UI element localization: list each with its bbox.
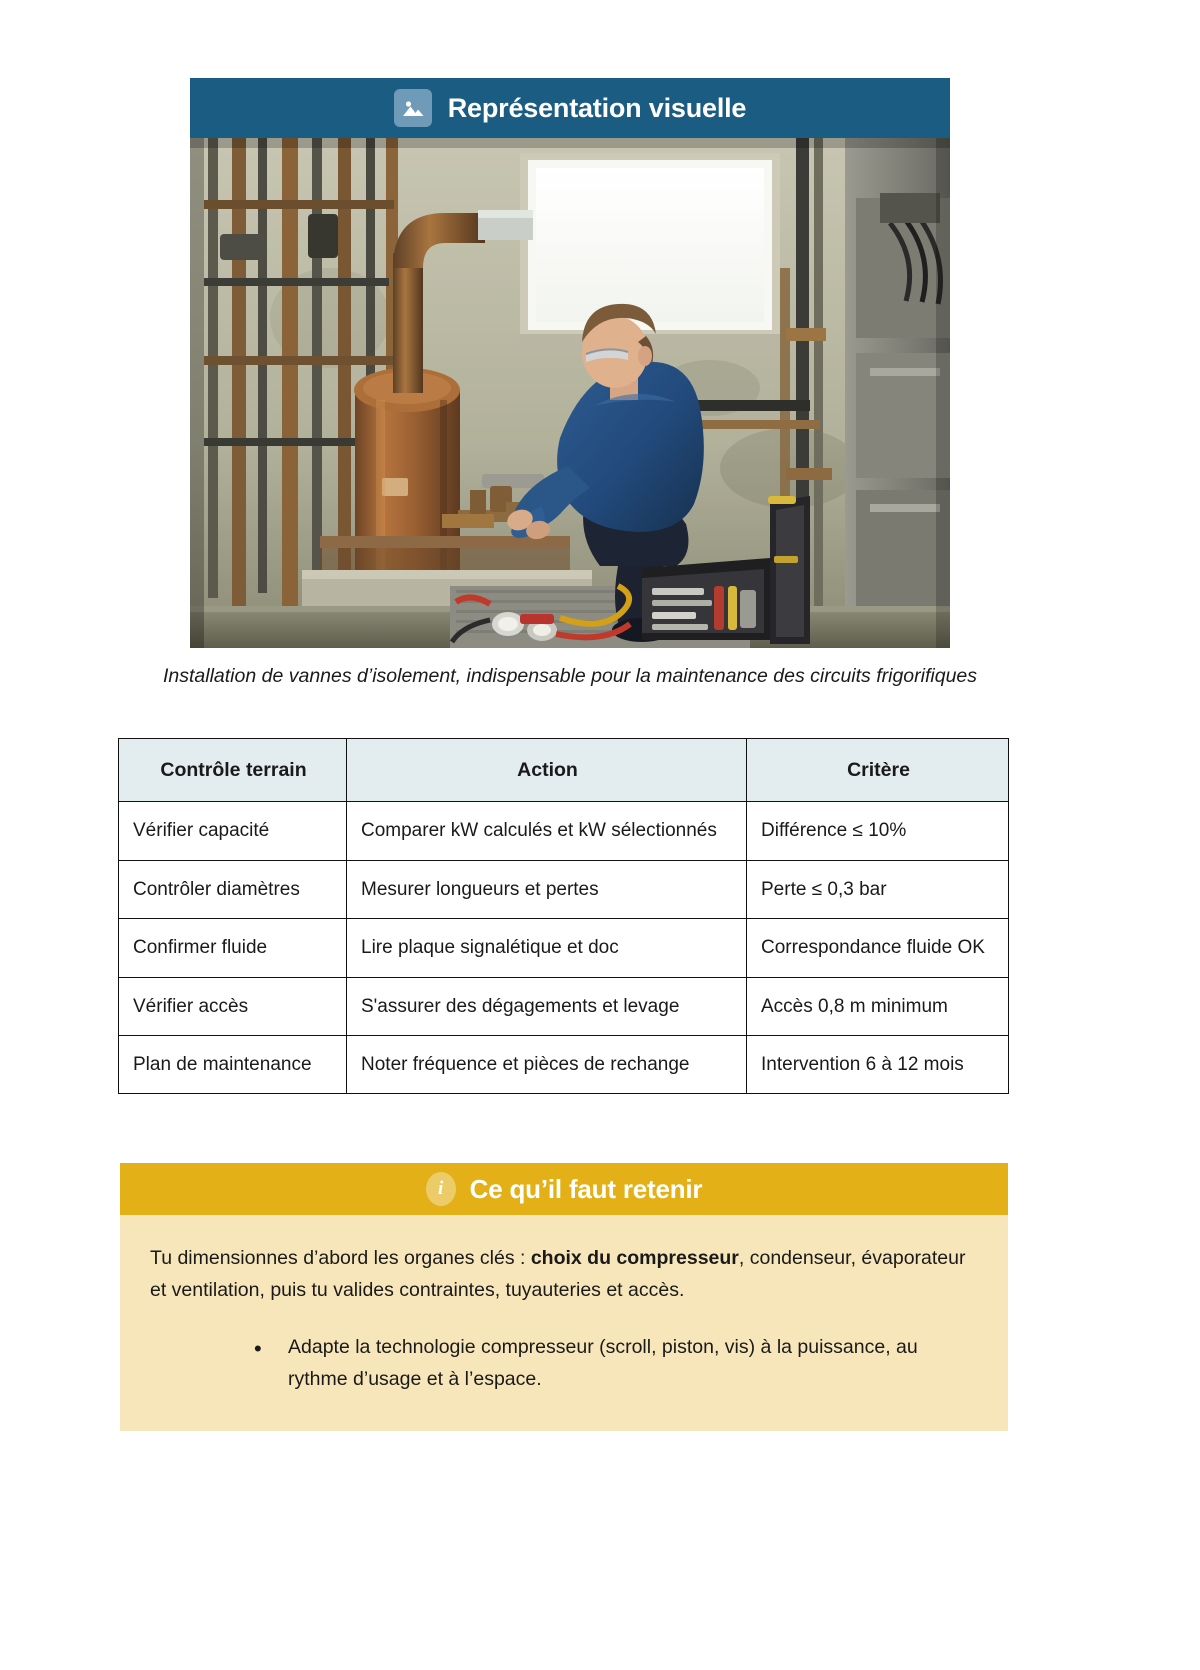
table-cell-controle: Vérifier capacité <box>119 802 347 860</box>
table-cell-controle: Contrôler diamètres <box>119 860 347 918</box>
callout-title: Ce qu’il faut retenir <box>469 1173 703 1204</box>
table-cell-critere: Correspondance fluide OK <box>747 919 1009 977</box>
table-cell-controle: Confirmer fluide <box>119 919 347 977</box>
callout-paragraph-emphasis: choix du compresseur <box>530 1247 739 1269</box>
table-row <box>119 860 1009 918</box>
machine-room-photo <box>190 138 950 648</box>
table-column-header-action: Action <box>347 739 747 802</box>
field-check-table-wrapper <box>118 738 1008 1094</box>
table-cell-critere: Différence ≤ 10% <box>747 802 1009 860</box>
table-row <box>119 1035 1009 1093</box>
table-cell-controle: Plan de maintenance <box>119 1035 347 1093</box>
table-cell-action: Comparer kW calculés et kW sélectionnés <box>347 802 747 860</box>
table-row <box>119 977 1009 1035</box>
table-row <box>119 802 1009 860</box>
visual-representation-header <box>190 78 950 138</box>
table-cell-action: S'assurer des dégagements et levage <box>347 977 747 1035</box>
table-column-header-controle: Contrôle terrain <box>119 739 347 802</box>
table-cell-action: Mesurer longueurs et pertes <box>347 860 747 918</box>
callout-body <box>120 1215 1008 1431</box>
callout-paragraph-part2: , condenseur, évaporateur et ventilation, puis tu valides contraintes, tuyauteries et accès. <box>150 1247 966 1301</box>
table-row <box>119 919 1009 977</box>
callout-bullet-list <box>150 1332 972 1395</box>
image-photo-icon <box>394 89 432 127</box>
table-cell-critere: Intervention 6 à 12 mois <box>747 1035 1009 1093</box>
table-cell-critere: Accès 0,8 m minimum <box>747 977 1009 1035</box>
table-cell-action: Noter fréquence et pièces de rechange <box>347 1035 747 1093</box>
list-item: • Adapte la technologie compresseur (scroll, piston, vis) à la puissance, au rythme d’usage et à l’espace. <box>254 1332 972 1395</box>
key-takeaway-callout <box>120 1163 1008 1431</box>
table-cell-action: Lire plaque signalétique et doc <box>347 919 747 977</box>
callout-paragraph-part1: Tu dimensionnes d’abord les organes clés : <box>150 1247 531 1269</box>
table-cell-critere: Perte ≤ 0,3 bar <box>747 860 1009 918</box>
visual-representation-title: Représentation visuelle <box>447 92 747 123</box>
info-circle-icon: i <box>426 1172 456 1206</box>
field-check-table <box>118 738 1009 1094</box>
visual-representation-block <box>162 78 978 690</box>
table-header-row <box>119 739 1009 802</box>
callout-header <box>120 1163 1008 1215</box>
callout-paragraph <box>150 1243 972 1306</box>
table-cell-controle: Vérifier accès <box>119 977 347 1035</box>
table-column-header-critere: Critère <box>747 739 1009 802</box>
photo-caption: Installation de vannes d’isolement, indispensable pour la maintenance des circuits frigorifiques <box>162 665 978 687</box>
